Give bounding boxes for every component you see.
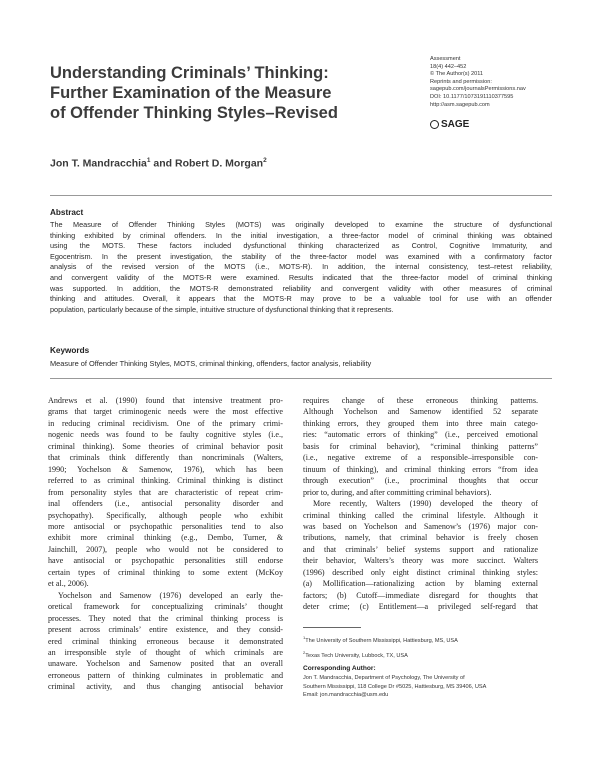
body-line: factors; (b) Cutoff—immediate disregard for thoughts that <box>303 590 538 600</box>
author-name: Robert D. Morgan <box>175 157 264 170</box>
corresponding-author-details <box>303 674 558 700</box>
body-line: Andrews et al. (1990) found that intensive treatment pro- <box>48 396 283 405</box>
abstract-line: thinking and attitudes. Overall, it appears that the MOTS-R may prove to be a valuable tool for use with an offender <box>50 294 552 304</box>
body-line: and that criminals’ belief systems support and rationalize <box>303 544 538 554</box>
body-line: that criminals think differently than noncriminals (Walters, <box>48 453 283 463</box>
body-line: deter crime; (c) Entitlement—a privileged self-regard that <box>303 602 538 612</box>
correspondence-line: Southern Mississippi, 118 College Dr #5025, Hattiesburg, MS 39406, USA <box>303 683 487 690</box>
body-line: (i.e., negative extreme of a responsible–irresponsible con- <box>303 453 538 463</box>
author-line <box>50 157 267 170</box>
body-line: tributions, namely, that criminal behavior is freely chosen <box>303 533 538 543</box>
abstract-line: was supported. In addition, the MOTS-R demonstrated reliability and convergent validity with other measures of criminal <box>50 283 552 293</box>
header-divider <box>50 195 552 196</box>
affiliation-text: The University of Southern Mississippi, Hattiesburg, MS, USA <box>305 637 458 644</box>
body-line: nogenic needs was found to be faulty cognitive styles (i.e., <box>48 430 283 440</box>
body-line: More recently, Walters (1990) developed the theory of <box>313 499 538 509</box>
body-line: tinuum of thinking), and criminal thinking errors “from idea <box>303 464 538 474</box>
body-line: through execution” (i.e., procriminal thoughts that occur <box>303 476 538 486</box>
body-line: grams that target criminogenic needs were the most effective <box>48 407 283 417</box>
body-line: (1996) described only eight distinct criminal thinking styles: <box>303 567 538 577</box>
affiliation-marker: 1 <box>303 635 306 640</box>
keywords-heading: Keywords <box>50 346 90 355</box>
article-title <box>50 63 410 123</box>
publisher-name: SAGE <box>441 119 470 130</box>
permissions-link[interactable]: sagepub.com/journalsPermissions.nav <box>430 86 526 93</box>
body-line: more antisocial or psychopathic personalities tend to also <box>48 521 283 531</box>
body-line: have antisocial or psychopathic personalities still endorse <box>48 556 283 566</box>
body-line: criminal thinking). Some theories of criminal behavior posit <box>48 441 283 451</box>
body-line: referred to as criminal thinking. Criminal thinking is distinct <box>48 476 283 486</box>
body-line: exhibit more criminal thinking (e.g., Dembo, Turner, & <box>48 533 283 543</box>
journal-url[interactable]: http://asm.sagepub.com <box>430 101 490 108</box>
body-line: (a) Mollification—rationalizing action by blaming external <box>303 579 538 589</box>
abstract-text <box>50 220 552 315</box>
body-line: ries: “automatic errors of thinking” (i.e., perceived emotional <box>303 430 538 440</box>
body-line: 1990; Yochelson & Samenow, 1976), which has been <box>48 464 283 474</box>
doi: DOI: 10.1177/1073191110377595 <box>430 93 514 100</box>
body-line: certain types of criminal thinking to some extent (McKoy <box>48 567 283 577</box>
abstract-line: Egocentrism. In the present investigation, the stability of the three-factor model was examined with a confirmatory factor <box>50 251 552 261</box>
journal-meta <box>430 56 590 109</box>
body-line: erroneous pattern of thinking culminates in problematic and <box>48 670 283 680</box>
body-line: Yochelson and Samenow (1976) developed an early the- <box>58 590 283 600</box>
body-line: basis for criminal behavior), “criminal thinking patterns” <box>303 441 538 451</box>
affiliation-marker: 2 <box>263 157 267 164</box>
body-line: unaware. Yochelson and Samenow posited that an overall <box>48 659 283 669</box>
title-line: Understanding Criminals’ Thinking: <box>50 64 329 82</box>
body-line: thinking errors, they grouped them into three main catego- <box>303 418 538 428</box>
correspondence-email[interactable]: Email: jon.mandracchia@usm.edu <box>303 692 389 699</box>
affiliation-text: Texas Tech University, Lubbock, TX, USA <box>305 653 408 660</box>
volume-pages: 18(4) 442–452 <box>430 63 467 70</box>
body-line: requires change of these erroneous thinking patterns. <box>303 396 538 405</box>
correspondence-line: Jon T. Mandracchia, Department of Psychology, The University of <box>303 675 465 681</box>
body-column-right <box>303 395 538 613</box>
body-line: inal offenders (i.e., antisocial personality disorder and <box>48 499 283 509</box>
body-column-left <box>48 395 283 693</box>
body-line: Jainchill, 2007), people who would not be considered to <box>48 544 283 554</box>
corresponding-author-heading: Corresponding Author: <box>303 665 376 672</box>
body-line: was based on Yochelson and Samenow’s (1976) major con- <box>303 521 538 531</box>
abstract-line: and convergent validity of the MOTS-R were examined. Results indicated that the three-factor model of criminal thinking <box>50 272 552 282</box>
publisher-logo <box>430 119 469 130</box>
body-line: criminal activity, and thus changing antisocial behavior <box>48 682 283 692</box>
body-line: Although Yochelson and Samenow identified 52 separate <box>303 407 538 417</box>
title-line: of Offender Thinking Styles–Revised <box>50 104 338 122</box>
body-line: ered criminal thinking erroneous because it demonstrated <box>48 636 283 646</box>
body-line: present across criminals’ entire existence, and they consid- <box>48 625 283 635</box>
journal-name: Assessment <box>430 56 461 62</box>
body-line: an irresponsible style of thought of which criminals are <box>48 647 283 657</box>
abstract-heading: Abstract <box>50 208 84 217</box>
body-line: their behavior, Walters’s theory was more succinct. Walters <box>303 556 538 566</box>
affiliation-marker: 2 <box>303 650 306 656</box>
body-line: in reducing criminal recidivism. One of the primary crimi- <box>48 418 283 428</box>
body-line: psychopathy). Specifically, although people who exhibit <box>48 510 283 520</box>
body-line: prior to, during, and after committing criminal behaviors). <box>303 487 492 497</box>
footnote-divider <box>303 627 361 628</box>
title-line: Further Examination of the Measure <box>50 84 332 102</box>
body-line: criminal thinking called the criminal lifestyle. Although it <box>303 510 538 520</box>
abstract-line: thinking exhibited by criminal offenders. In the initial investigation, a three-factor model of criminal thinking was obtained <box>50 230 552 240</box>
affiliation-marker: 1 <box>146 157 151 164</box>
body-line: from personality styles that are characteristic of repeat crim- <box>48 487 283 497</box>
abstract-line: using the MOTS. These factors included dysfunctional thinking characterized as Control, Cognitive Immaturity, and <box>50 241 552 251</box>
abstract-divider <box>50 378 552 379</box>
sage-logo-icon <box>430 120 439 129</box>
abstract-line: analysis of the revised version of the MOTS (i.e., MOTS-R). In addition, the internal consistency, test–retest reliability, <box>50 262 552 272</box>
copyright: © The Author(s) 2011 <box>430 71 484 78</box>
affiliation-item <box>303 647 553 662</box>
reprints-label: Reprints and permission: <box>430 78 492 85</box>
body-line: oretical framework for conceptualizing criminals’ thought <box>48 602 283 612</box>
body-line: processes. They noted that the criminal thinking process is <box>48 613 283 623</box>
body-line: et al., 2006). <box>48 579 89 589</box>
keywords-text: Measure of Offender Thinking Styles, MOTS, criminal thinking, offenders, factor analysis, reliability <box>50 359 372 368</box>
abstract-line: population, particularly because of the simple, intuitive structure of dysfunctional thinking that it represents. <box>50 304 394 314</box>
author-connector: and <box>150 157 175 170</box>
affiliation-item <box>303 632 553 647</box>
abstract-line: The Measure of Offender Thinking Styles (MOTS) was originally developed to examine the structure of dysfunctional <box>50 220 552 229</box>
author-name: Jon T. Mandracchia <box>50 157 147 170</box>
affiliations <box>303 632 553 663</box>
